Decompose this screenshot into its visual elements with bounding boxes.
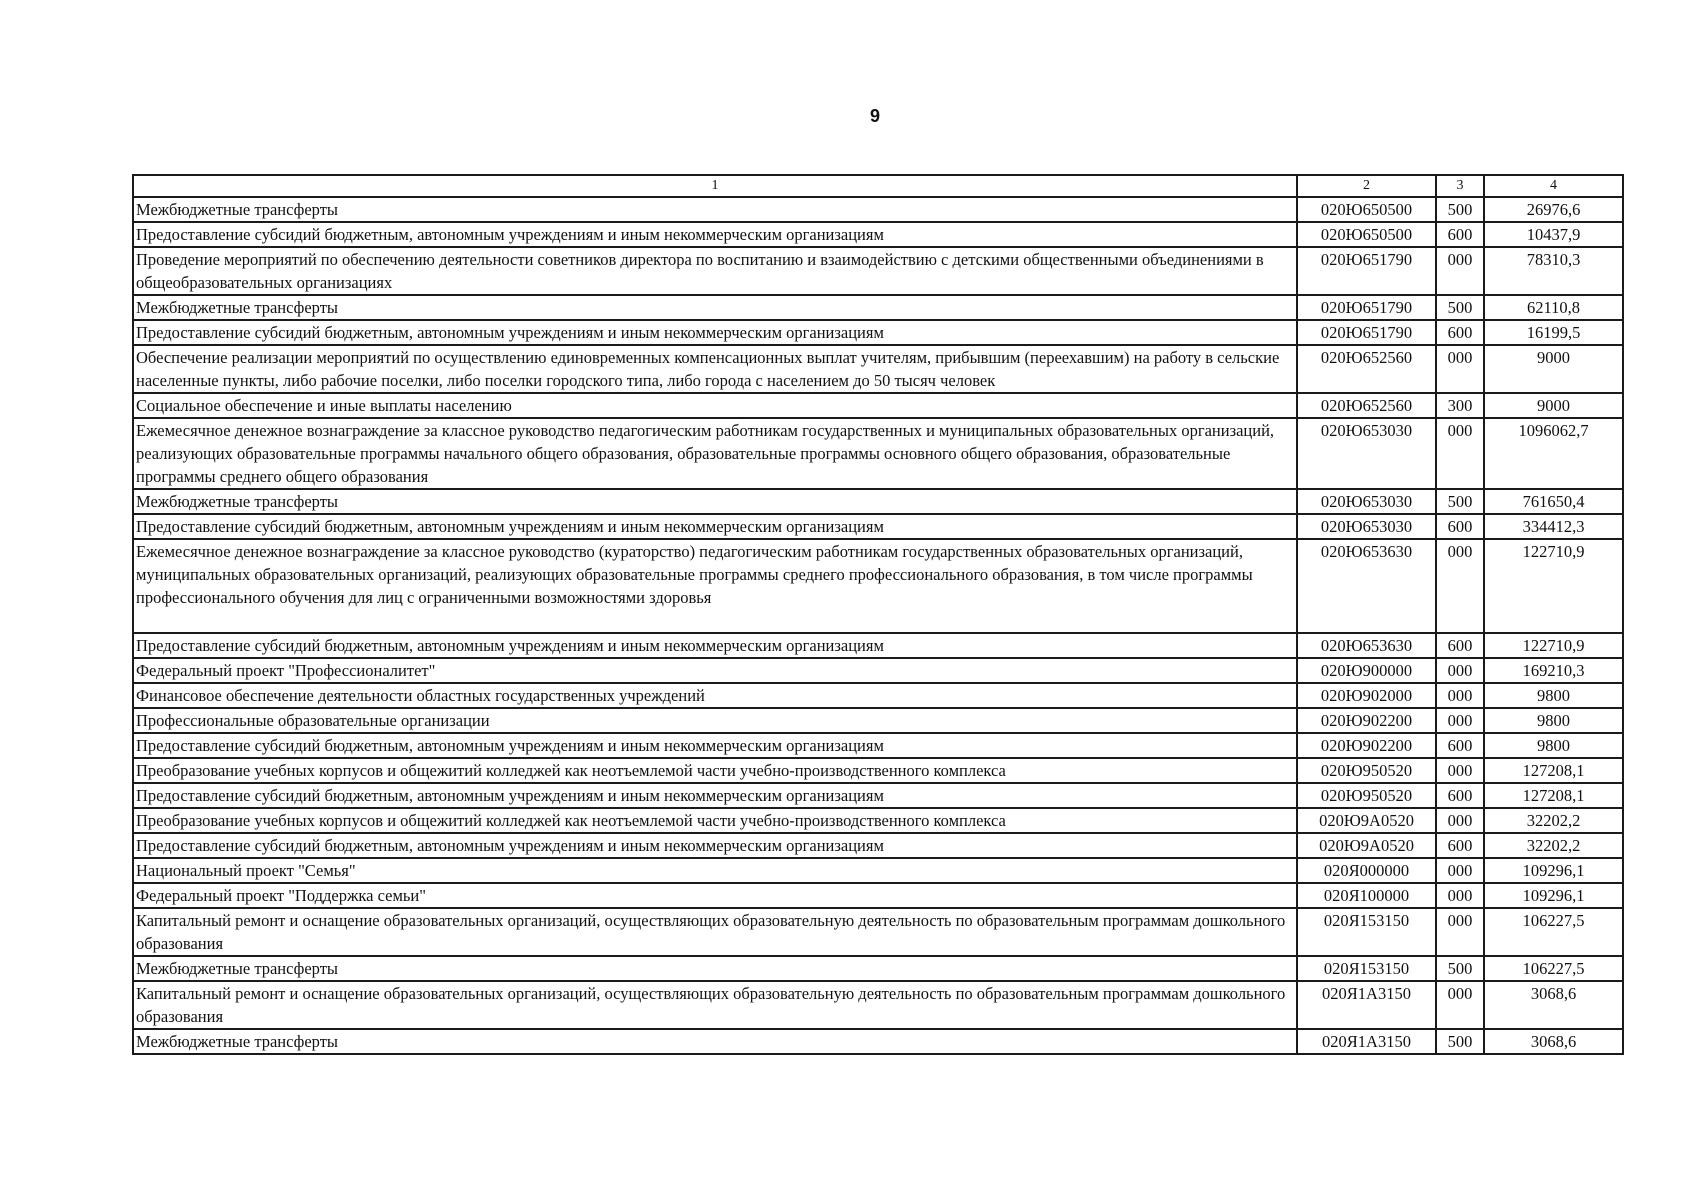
row-kind-cell: 500: [1436, 1029, 1484, 1054]
row-code-cell: 020Ю653030: [1297, 489, 1436, 514]
row-kind-cell: 000: [1436, 539, 1484, 633]
row-code-cell: 020Я153150: [1297, 908, 1436, 956]
table-row: [133, 858, 1623, 883]
row-code-cell: 020Ю653630: [1297, 539, 1436, 633]
row-code-cell: 020Ю651790: [1297, 295, 1436, 320]
row-name-cell: Капитальный ремонт и оснащение образовательных организаций, осуществляющих образовательную деятельность по образовательным программам дошкольного образования: [133, 908, 1297, 956]
row-name-cell: Межбюджетные трансферты: [133, 1029, 1297, 1054]
row-kind-cell: 600: [1436, 222, 1484, 247]
row-amount-cell: 3068,6: [1484, 1029, 1623, 1054]
row-amount-cell: 106227,5: [1484, 908, 1623, 956]
row-code-cell: 020Ю902200: [1297, 733, 1436, 758]
row-amount-cell: 9800: [1484, 733, 1623, 758]
row-kind-cell: 500: [1436, 956, 1484, 981]
row-code-cell: 020Ю9А0520: [1297, 833, 1436, 858]
row-amount-cell: 334412,3: [1484, 514, 1623, 539]
row-amount-cell: 62110,8: [1484, 295, 1623, 320]
header-col-3: 3: [1436, 175, 1484, 197]
table-row: [133, 539, 1623, 633]
row-amount-cell: 9000: [1484, 393, 1623, 418]
row-kind-cell: 000: [1436, 708, 1484, 733]
row-kind-cell: 000: [1436, 683, 1484, 708]
row-kind-cell: 000: [1436, 758, 1484, 783]
table-row: [133, 1029, 1623, 1054]
row-amount-cell: 127208,1: [1484, 783, 1623, 808]
row-amount-cell: 10437,9: [1484, 222, 1623, 247]
row-name-cell: Проведение мероприятий по обеспечению деятельности советников директора по воспитанию и взаимодействию с детскими общественными объединениями в общеобразовательных организациях: [133, 247, 1297, 295]
row-amount-cell: 122710,9: [1484, 633, 1623, 658]
budget-table: [132, 174, 1624, 1055]
table-row: [133, 345, 1623, 393]
table-row: [133, 733, 1623, 758]
row-code-cell: 020Я100000: [1297, 883, 1436, 908]
row-kind-cell: 000: [1436, 418, 1484, 489]
table-row: [133, 393, 1623, 418]
row-name-cell: Предоставление субсидий бюджетным, автономным учреждениям и иным некоммерческим организациям: [133, 633, 1297, 658]
table-row: [133, 758, 1623, 783]
row-code-cell: 020Ю650500: [1297, 222, 1436, 247]
row-amount-cell: 26976,6: [1484, 197, 1623, 222]
row-name-cell: Ежемесячное денежное вознаграждение за классное руководство (кураторство) педагогическим работникам государственных образовательных организаций, муниципальных образовательных организаций, реализующих образовательные программы среднего профессионального образования, в том числе программы профессионального обучения для лиц с ограниченными возможностями здоровья: [133, 539, 1297, 633]
table-row: [133, 633, 1623, 658]
table-row: [133, 489, 1623, 514]
table-row: [133, 222, 1623, 247]
row-code-cell: 020Ю902200: [1297, 708, 1436, 733]
row-name-cell: Предоставление субсидий бюджетным, автономным учреждениям и иным некоммерческим организациям: [133, 733, 1297, 758]
table-body: [133, 197, 1623, 1054]
row-code-cell: 020Ю653030: [1297, 514, 1436, 539]
table-row: [133, 295, 1623, 320]
row-name-cell: Капитальный ремонт и оснащение образовательных организаций, осуществляющих образовательную деятельность по образовательным программам дошкольного образования: [133, 981, 1297, 1029]
table-row: [133, 197, 1623, 222]
row-name-cell: Предоставление субсидий бюджетным, автономным учреждениям и иным некоммерческим организациям: [133, 833, 1297, 858]
row-amount-cell: 127208,1: [1484, 758, 1623, 783]
row-name-cell: Обеспечение реализации мероприятий по осуществлению единовременных компенсационных выплат учителям, прибывшим (переехавшим) на работу в сельские населенные пункты, либо рабочие поселки, либо поселки городского типа, либо города с населением до 50 тысяч человек: [133, 345, 1297, 393]
row-code-cell: 020Ю950520: [1297, 758, 1436, 783]
row-code-cell: 020Я000000: [1297, 858, 1436, 883]
row-code-cell: 020Ю902000: [1297, 683, 1436, 708]
row-amount-cell: 3068,6: [1484, 981, 1623, 1029]
row-code-cell: 020Ю653630: [1297, 633, 1436, 658]
row-amount-cell: 78310,3: [1484, 247, 1623, 295]
row-kind-cell: 600: [1436, 833, 1484, 858]
row-name-cell: Межбюджетные трансферты: [133, 489, 1297, 514]
row-kind-cell: 600: [1436, 783, 1484, 808]
row-code-cell: 020Ю652560: [1297, 393, 1436, 418]
table-row: [133, 247, 1623, 295]
row-code-cell: 020Ю650500: [1297, 197, 1436, 222]
row-kind-cell: 000: [1436, 808, 1484, 833]
row-code-cell: 020Ю9А0520: [1297, 808, 1436, 833]
row-kind-cell: 600: [1436, 320, 1484, 345]
row-kind-cell: 000: [1436, 658, 1484, 683]
row-name-cell: Предоставление субсидий бюджетным, автономным учреждениям и иным некоммерческим организациям: [133, 222, 1297, 247]
row-name-cell: Финансовое обеспечение деятельности областных государственных учреждений: [133, 683, 1297, 708]
row-name-cell: Национальный проект "Семья": [133, 858, 1297, 883]
row-code-cell: 020Ю651790: [1297, 247, 1436, 295]
row-code-cell: 020Ю900000: [1297, 658, 1436, 683]
table-row: [133, 981, 1623, 1029]
table-row: [133, 514, 1623, 539]
table-row: [133, 808, 1623, 833]
row-kind-cell: 000: [1436, 883, 1484, 908]
row-name-cell: Предоставление субсидий бюджетным, автономным учреждениям и иным некоммерческим организациям: [133, 320, 1297, 345]
page-number: 9: [869, 106, 880, 126]
row-code-cell: 020Ю652560: [1297, 345, 1436, 393]
table-row: [133, 658, 1623, 683]
row-kind-cell: 000: [1436, 981, 1484, 1029]
row-name-cell: Ежемесячное денежное вознаграждение за классное руководство педагогическим работникам государственных и муниципальных образовательных организаций, реализующих образовательные программы начального общего образования, образовательные программы основного общего образования, образовательные программы среднего общего образования: [133, 418, 1297, 489]
table-row: [133, 908, 1623, 956]
table-row: [133, 883, 1623, 908]
table-row: [133, 320, 1623, 345]
row-code-cell: 020Ю651790: [1297, 320, 1436, 345]
row-amount-cell: 761650,4: [1484, 489, 1623, 514]
row-name-cell: Межбюджетные трансферты: [133, 956, 1297, 981]
row-code-cell: 020Ю653030: [1297, 418, 1436, 489]
table-row: [133, 708, 1623, 733]
row-kind-cell: 000: [1436, 247, 1484, 295]
table-row: [133, 833, 1623, 858]
row-amount-cell: 32202,2: [1484, 808, 1623, 833]
row-amount-cell: 109296,1: [1484, 883, 1623, 908]
row-name-cell: Преобразование учебных корпусов и общежитий колледжей как неотъемлемой части учебно-производственного комплекса: [133, 758, 1297, 783]
table-row: [133, 683, 1623, 708]
row-amount-cell: 16199,5: [1484, 320, 1623, 345]
row-code-cell: 020Я153150: [1297, 956, 1436, 981]
row-name-cell: Федеральный проект "Поддержка семьи": [133, 883, 1297, 908]
row-name-cell: Профессиональные образовательные организации: [133, 708, 1297, 733]
row-amount-cell: 1096062,7: [1484, 418, 1623, 489]
row-kind-cell: 000: [1436, 345, 1484, 393]
table-row: [133, 418, 1623, 489]
row-name-cell: Преобразование учебных корпусов и общежитий колледжей как неотъемлемой части учебно-производственного комплекса: [133, 808, 1297, 833]
row-kind-cell: 500: [1436, 295, 1484, 320]
row-name-cell: Федеральный проект "Профессионалитет": [133, 658, 1297, 683]
header-row: [133, 175, 1623, 197]
row-kind-cell: 500: [1436, 197, 1484, 222]
header-col-2: 2: [1297, 175, 1436, 197]
row-kind-cell: 000: [1436, 858, 1484, 883]
row-amount-cell: 169210,3: [1484, 658, 1623, 683]
row-name-cell: Социальное обеспечение и иные выплаты населению: [133, 393, 1297, 418]
header-col-1: 1: [133, 175, 1297, 197]
row-code-cell: 020Я1А3150: [1297, 1029, 1436, 1054]
row-kind-cell: 600: [1436, 733, 1484, 758]
row-kind-cell: 000: [1436, 908, 1484, 956]
row-kind-cell: 500: [1436, 489, 1484, 514]
row-code-cell: 020Я1А3150: [1297, 981, 1436, 1029]
row-amount-cell: 106227,5: [1484, 956, 1623, 981]
row-kind-cell: 600: [1436, 514, 1484, 539]
row-name-cell: Межбюджетные трансферты: [133, 295, 1297, 320]
row-name-cell: Предоставление субсидий бюджетным, автономным учреждениям и иным некоммерческим организациям: [133, 783, 1297, 808]
row-amount-cell: 9000: [1484, 345, 1623, 393]
row-name-cell: Предоставление субсидий бюджетным, автономным учреждениям и иным некоммерческим организациям: [133, 514, 1297, 539]
row-amount-cell: 122710,9: [1484, 539, 1623, 633]
row-amount-cell: 9800: [1484, 708, 1623, 733]
header-col-4: 4: [1484, 175, 1623, 197]
row-amount-cell: 32202,2: [1484, 833, 1623, 858]
row-kind-cell: 600: [1436, 633, 1484, 658]
row-amount-cell: 9800: [1484, 683, 1623, 708]
table-row: [133, 783, 1623, 808]
row-name-cell: Межбюджетные трансферты: [133, 197, 1297, 222]
row-amount-cell: 109296,1: [1484, 858, 1623, 883]
row-code-cell: 020Ю950520: [1297, 783, 1436, 808]
table-row: [133, 956, 1623, 981]
row-kind-cell: 300: [1436, 393, 1484, 418]
